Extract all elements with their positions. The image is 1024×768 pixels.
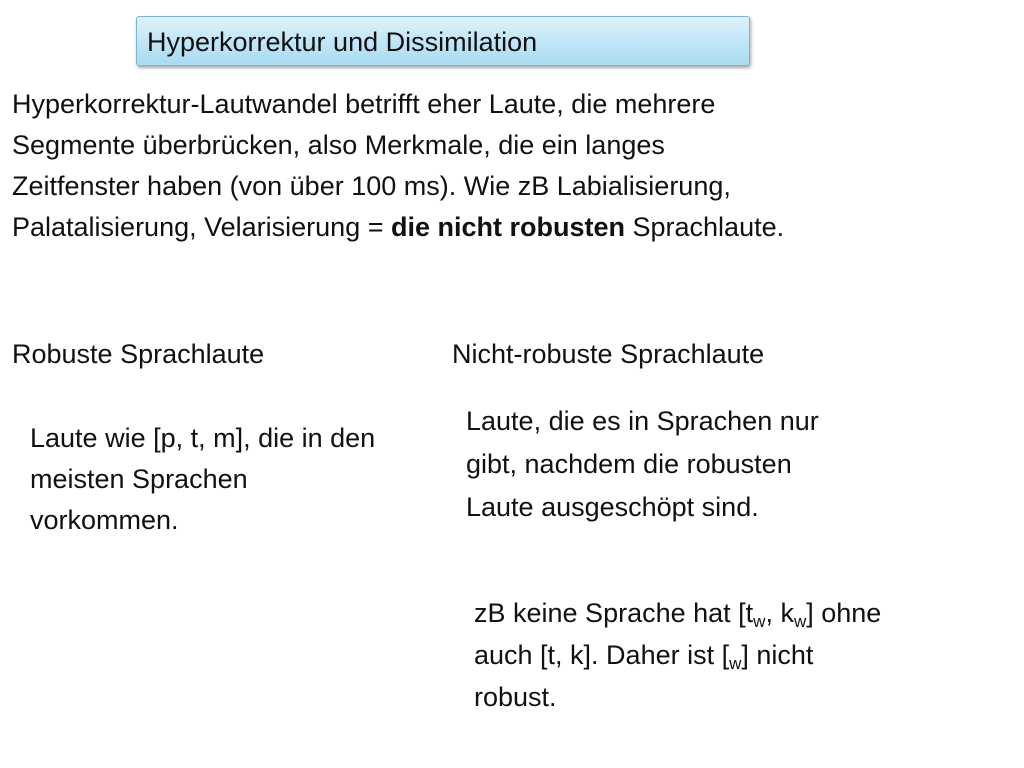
intro-line-2: Segmente überbrücken, also Merkmale, die ein langes — [12, 130, 665, 160]
non-robust-line-3: Laute ausgeschöpt sind. — [466, 492, 759, 522]
subscript-w: w — [793, 612, 807, 631]
intro-line-1: Hyperkorrektur-Lautwandel betrifft eher Laute, die mehrere — [12, 89, 716, 119]
example-line-2 — [474, 634, 974, 676]
robust-description — [30, 418, 450, 541]
robust-heading: Robuste Sprachlaute — [12, 339, 265, 369]
example-line-1-part-a: zB keine Sprache hat [t — [474, 598, 754, 628]
subscript-w: w — [729, 654, 742, 673]
intro-line-4-prefix: Palatalisierung, Velarisierung = — [12, 212, 391, 242]
example-line-1-part-b: , k — [765, 598, 794, 628]
non-robust-line-1: Laute, die es in Sprachen nur — [466, 406, 819, 436]
example-line-1 — [474, 592, 974, 634]
non-robust-description — [466, 400, 886, 529]
intro-paragraph — [12, 84, 912, 248]
robust-line-1: Laute wie [p, t, m], die in den — [30, 423, 376, 453]
example-line-2-part-b: ] nicht — [741, 640, 814, 670]
intro-emphasis: die nicht robusten — [390, 212, 625, 242]
intro-line-3: Zeitfenster haben (von über 100 ms). Wie zB Labialisierung, — [12, 171, 731, 201]
non-robust-heading: Nicht-robuste Sprachlaute — [452, 339, 765, 369]
title-box — [136, 16, 750, 66]
example-paragraph — [474, 592, 974, 718]
slide-title: Hyperkorrektur und Dissimilation — [147, 27, 538, 57]
example-line-3: robust. — [474, 682, 557, 712]
subscript-w: w — [753, 612, 766, 631]
example-line-1-part-c: ] ohne — [806, 598, 882, 628]
example-line-2-part-a: auch [t, k]. Daher ist [ — [474, 640, 730, 670]
intro-line-4-suffix: Sprachlaute. — [625, 212, 785, 242]
intro-line-4 — [12, 207, 912, 248]
robust-line-3: vorkommen. — [30, 505, 179, 535]
robust-line-2: meisten Sprachen — [30, 464, 248, 494]
non-robust-line-2: gibt, nachdem die robusten — [466, 449, 792, 479]
